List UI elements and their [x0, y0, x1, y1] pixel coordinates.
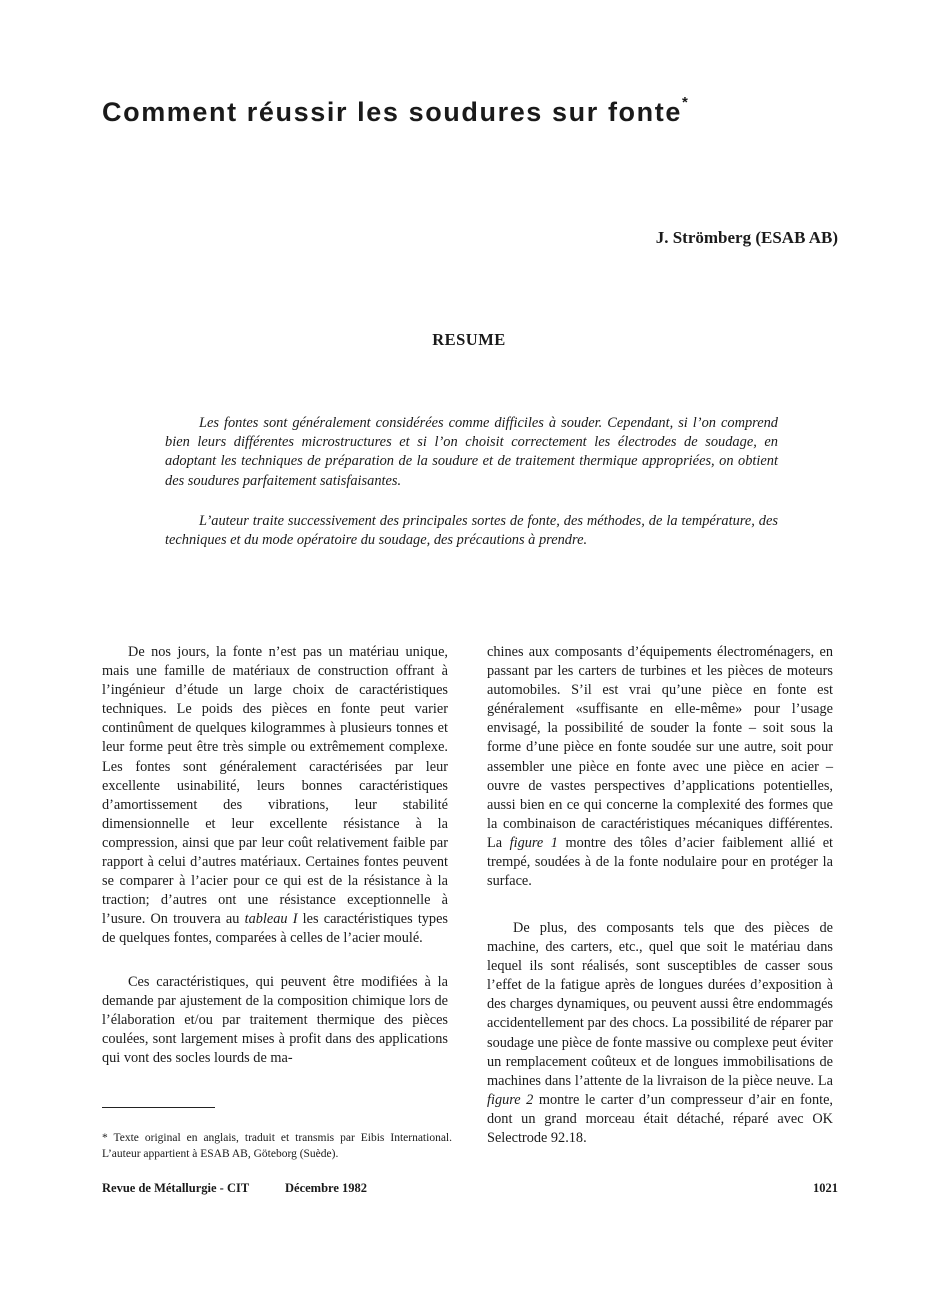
title-footnote-mark: *: [681, 94, 690, 111]
article-title: [102, 94, 690, 128]
abstract-paragraph-2: L’auteur traite successivement des principales sortes de fonte, des méthodes, de la température, des techniques et du mode opératoire du soudage, des précautions à prendre.: [165, 513, 778, 549]
abstract-paragraph-1: Les fontes sont généralement considérées comme difficiles à souder. Cependant, si l’on comprend bien leurs différentes microstructures et si l’on choisit correctement les électrodes de soudage, en adoptant les techniques de préparation de la soudure et de traitement thermique appropriées, on obtient des soudures parfaitement satisfaisantes.: [165, 415, 778, 489]
figure-reference: figure 1: [509, 834, 558, 851]
page-number: 1021: [813, 1181, 838, 1195]
footnote-divider: [102, 1107, 215, 1108]
table-reference: tableau I: [244, 911, 298, 928]
author-line: J. Strömberg (ESAB AB): [655, 228, 838, 247]
body-text: De nos jours, la fonte n’est pas un matériau unique, mais une famille de matériaux de construction offrant à l’ingénieur d’étude un large choix de caractéristiques techniques. Le poids des pièces en fonte peut varier continûment de quelques kilogrammes à plusieurs tonnes et leur forme peut être très simple ou extrêmement complexe. Les fontes sont généralement caractérisées par leur excellente usinabilité, leurs bonnes caractéristiques d’amortissement des vibrations, leur stabilité dimensionnelle et leur excellente résistance à la compression, ainsi que par leur coût relativement faible par rapport à celui d’autres matériaux. Certaines fontes peuvent se comparer à l’acier pour ce qui est de la résistance à la traction; d’autres ont une résistance exceptionnelle à l’usure. On trouvera au: [102, 644, 448, 928]
body-text: De plus, des composants tels que des pièces de machine, des carters, etc., quel que soit le matériau dans lequel ils sont réalisés, sont susceptibles de casser sous l’effet de la fatigue après de longues durées d’exposition à des charges dynamiques, ou peuvent aussi être endommagés accidentellement par des chocs. La possibilité de réparer par soudage une pièce de fonte massive ou complexe peut éviter un remplacement coûteux et de longues immobilisations de machines dans l’attente de la livraison de la pièce neuve. La: [487, 920, 833, 1089]
body-paragraph-left-1: [102, 643, 448, 949]
body-text: les caractéristiques types de quelques fontes, comparées à celles de l’acier moulé.: [102, 911, 448, 947]
resume-heading: RESUME: [432, 330, 506, 349]
body-paragraph-right-1: [487, 643, 833, 891]
footer-date: Décembre 1982: [285, 1181, 368, 1195]
body-paragraph-left-2: Ces caractéristiques, qui peuvent être modifiées à la demande par ajustement de la composition chimique lors de l’élaboration et/ou par traitement thermique des pièces coulées, sont largement mises à profit dans des applications qui vont des socles lourds de ma-: [102, 974, 448, 1067]
body-text: montre le carter d’un compresseur d’air en fonte, dont un grand morceau était détaché, réparé avec OK Selectrode 92.18.: [487, 1091, 833, 1147]
footnote: * Texte original en anglais, traduit et transmis par Eibis International. L’auteur appartient à ESAB AB, Göteborg (Suède).: [102, 1132, 452, 1160]
article-title-text: Comment réussir les soudures sur fonte: [102, 97, 682, 127]
body-text: montre des tôles d’acier faiblement allié et trempé, soudées à de la fonte nodulaire pour en protéger la surface.: [487, 834, 834, 890]
body-text: chines aux composants d’équipements électroménagers, en passant par les carters de turbines et les pièces de moteurs automobiles. S’il est vrai qu’une pièce en fonte est généralement «suffisante en elle-même» pour l’usage envisagé, la possibilité de souder la fonte – soit sous la forme d’une pièce en fonte soudée sur une autre, soit pour assembler une pièce en fonte avec une pièce en acier – ouvre de vastes perspectives d’applications potentielles, aussi bien en ce qui concerne la complexité des formes que la combinaison de caractéristiques mécaniques différentes. La: [487, 644, 833, 851]
figure-reference: figure 2: [487, 1091, 534, 1108]
body-paragraph-right-2: [487, 919, 833, 1148]
footer-journal-name: Revue de Métallurgie - CIT: [102, 1181, 250, 1195]
